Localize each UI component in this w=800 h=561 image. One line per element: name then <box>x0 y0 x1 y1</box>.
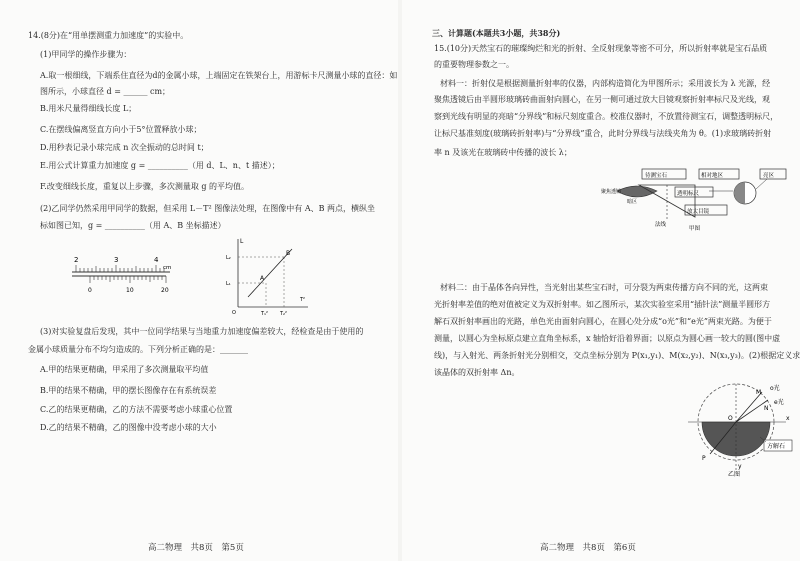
step-c: C.在摆线偏离竖直方向小于5°位置释放小球； <box>40 125 202 134</box>
part3-line1: (3)对实验复盘后发现，其中一位同学结果与当地重力加速度偏差较大，经检查是由于使用的 <box>40 327 364 336</box>
graph-x-label: T² <box>300 297 306 303</box>
label-eyepiece: 放大目镜 <box>687 209 710 215</box>
graph-y-label: L <box>240 238 244 245</box>
material2-line1: 材料二：由于晶体各向异性，当光射出某些宝石时，可分裂为两束传播方向不同的光，这两束 <box>440 283 768 292</box>
graph-origin-label: O <box>232 310 236 315</box>
label-y-axis: y <box>738 463 742 470</box>
step-d: D.用秒表记录小球完成 n 次全振动的总时间 t； <box>40 143 209 152</box>
label-e-light: e光 <box>774 399 784 406</box>
main-scale-label-2: 2 <box>74 256 79 264</box>
material1-line3: 察到光线有明显的亮暗“分界线”和标尺刻度重合。校准仪器时，不放置待测宝石，调整透明标尺， <box>434 112 779 121</box>
material2-line5: 线)，与入射光、两条折射光分别相交，交点坐标分别为 P(x₁,y₁)、M(x₂,y₂)、N(x₃,y₃)。(2)根据定义求 <box>434 351 800 360</box>
label-gem: 待测宝石 <box>645 173 668 179</box>
label-calcite: 方解石 <box>767 443 786 450</box>
material2-line2: 光折射率差值的绝对值被定义为双折射率。如乙图所示，某次实验室采用“插针法”测量半圆形方 <box>434 300 771 309</box>
part2-line2: 标如图已知，g = __________（用 A、B 坐标描述） <box>40 221 226 230</box>
main-scale-unit: cm <box>163 265 172 271</box>
label-scale: 透明标尺 <box>677 191 700 197</box>
main-scale-label-3: 3 <box>114 256 119 264</box>
part2-line1: (2)乙同学仍然采用甲同学的数据，但采用 L－T² 图像法处理，在图像中有 A、B 两点，横纵坐 <box>40 204 376 213</box>
right-page-footer: 高二物理 共8页 第6页 <box>540 543 636 553</box>
part3-line2: 金属小球质量分布不均匀造成的。下列分析正确的是：_______ <box>28 345 248 354</box>
q15-line2: 的重要物理参数之一。 <box>434 60 514 69</box>
label-point-n: N <box>764 405 769 412</box>
step-e: E.用公式计算重力加速度 g = __________（用 d、L、n、t 描述）； <box>40 161 280 170</box>
label-bright-zone: 亮区 <box>763 173 775 179</box>
label-focus-lens: 聚焦透镜 <box>601 189 622 195</box>
label-origin: O <box>728 415 733 422</box>
label-point-m: M <box>756 389 762 396</box>
material1-line2: 聚焦透镜后由半圆形玻璃砖曲面射向圆心，在另一侧可通过放大目镜观察折射率标尺及光线，观 <box>434 95 770 104</box>
label-x-axis: x <box>786 415 790 422</box>
label-normal: 法线 <box>655 222 667 228</box>
graph-t2-label: T₂² <box>280 311 288 315</box>
l-t2-graph <box>222 235 312 315</box>
label-o-light: o光 <box>770 385 780 392</box>
q15-line1: 15.(10分)天然宝石的璀璨绚烂和光的折射、全反射现象等密不可分，所以折射率就是宝石品质 <box>434 44 768 53</box>
step-b: B.用米尺量得细线长度 L； <box>40 104 137 113</box>
vernier-label-0: 0 <box>88 287 92 294</box>
point-a-label: A <box>260 275 265 282</box>
step-a-line1: A.取一根细线，下端系住直径为d的金属小球，上端固定在铁架台上，用游标卡尺测量小球的直径：如 <box>40 71 398 80</box>
label-reference: 相对地区 <box>701 173 724 179</box>
material1-line5: 率 n 及该光在玻璃砖中传播的波长 λ； <box>434 148 572 157</box>
graph-t1-label: T₁² <box>261 311 269 315</box>
refractometer-diagram <box>597 163 797 233</box>
calcite-diagram <box>680 382 798 477</box>
left-page-footer: 高二物理 共8页 第5页 <box>148 543 244 553</box>
material2-line3: 解石双折射率画出的光路，单色光由面射向圆心，在圆心处分成“o光”和“e光”两束光路。为便于 <box>434 317 772 326</box>
option-a: A.甲的结果更精确，甲采用了多次测量取平均值 <box>40 365 209 374</box>
part1-heading: (1)甲同学的操作步骤为： <box>40 50 132 59</box>
graph-l2-label: L₂ <box>226 255 231 261</box>
diagram2-caption: 乙图 <box>728 471 741 477</box>
material2-line4: 测量，以圆心为坐标原点建立直角坐标系，x 轴恰好沿着界面；以原点为圆心画一较大的圆(图中虚 <box>434 334 781 343</box>
option-d: D.乙的结果不精确，乙的图像中没考虑小球的大小 <box>40 423 217 432</box>
q14-title: 14.(8分)在“用单摆测重力加速度”的实验中。 <box>28 31 189 40</box>
diagram1-caption: 甲图 <box>689 226 701 232</box>
vernier-label-10: 10 <box>126 287 134 294</box>
vernier-label-20: 20 <box>161 287 169 294</box>
point-b-label: B <box>286 250 291 257</box>
graph-l1-label: L₁ <box>226 281 231 287</box>
label-point-p: P <box>702 455 706 462</box>
left-page <box>0 0 398 561</box>
section-heading: 三、计算题(本题共3小题，共38分) <box>432 28 561 38</box>
label-dark-zone: 暗区 <box>627 199 638 205</box>
vernier-caliper-figure <box>66 252 176 298</box>
option-c: C.乙的结果更精确，乙的方法不需要考虑小球重心位置 <box>40 405 233 414</box>
option-b: B.甲的结果不精确，甲的摆长图像存在有系统误差 <box>40 386 217 395</box>
material2-line6: 该晶体的双折射率 Δn。 <box>434 368 520 377</box>
step-f: F.改变细线长度，重复以上步骤，多次测量取 g 的平均值。 <box>40 182 250 191</box>
main-scale-label-4: 4 <box>154 256 159 264</box>
material1-line1: 材料一：折射仪是根据测量折射率的仪器，内部构造简化为甲图所示；采用波长为 λ 光源，经 <box>440 79 771 88</box>
material1-line4: 让标尺基准刻度(玻璃砖折射率)与“分界线”重合，此时分界线与法线夹角为 θ。(1)求玻璃砖折射 <box>434 129 772 138</box>
step-a-line2: 图所示，小球直径 d = ______ cm； <box>40 87 171 96</box>
right-page <box>402 0 800 561</box>
